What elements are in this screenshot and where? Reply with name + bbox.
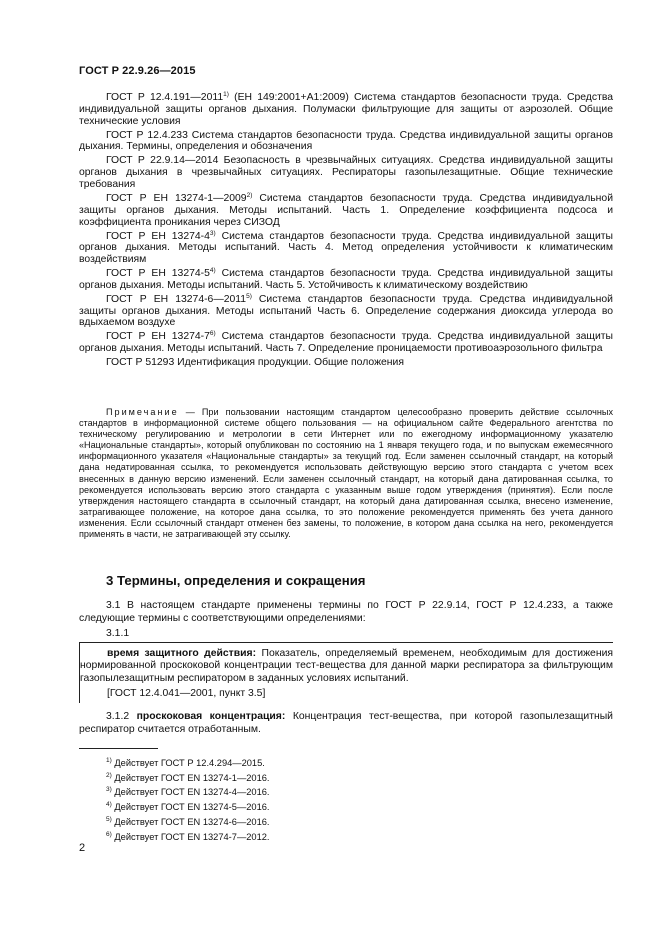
footnote-item: $^{6)}$ Действует ГОСТ EN 13274-7—2012. bbox=[106, 830, 270, 842]
document-header: ГОСТ Р 22.9.26—2015 bbox=[79, 65, 196, 77]
footnote-item: $^{1)}$ Действует ГОСТ Р 12.4.294—2015. bbox=[106, 757, 265, 768]
section-title: 3 Термины, определения и сокращения bbox=[106, 573, 366, 588]
reference-item: ГОСТ Р ЕН 13274-7$^{6)}$ Система стандартов безопасности труда. Средства индивидуальной защиты органов дыхания. Методы испытаний. Часть 7. Определение проницаемости противоаэрозольного фильтра bbox=[79, 330, 613, 355]
footnote-item: $^{4)}$ Действует ГОСТ EN 13274-5—2016. bbox=[106, 801, 270, 813]
footnote-item: $^{5)}$ Действует ГОСТ EN 13274-6—2016. bbox=[106, 815, 270, 827]
paragraph-3-1-2: 3.1.2 проскоковая концентрация: Концентрация тест-вещества, при которой газопылезащитный респиратор считается отработанным. bbox=[79, 711, 613, 735]
note-label: Примечание bbox=[106, 407, 179, 417]
footnote-item: $^{2)}$ Действует ГОСТ EN 13274-1—2016. bbox=[106, 771, 270, 783]
footnote-item: $^{3)}$ Действует ГОСТ EN 13274-4—2016. bbox=[106, 786, 270, 798]
term-name: время защитного действия: bbox=[107, 648, 257, 659]
clause-number-3-1-1: 3.1.1 bbox=[106, 628, 130, 639]
reference-item: ГОСТ Р ЕН 13274-1—2009$^{2)}$ Система стандартов безопасности труда. Средства индивидуальной защиты органов дыхания. Методы испытаний. Часть 1. Определение коэффициента подсоса и коэффициента проникания через СИЗОД bbox=[79, 191, 613, 228]
note-paragraph bbox=[79, 407, 613, 540]
normative-references bbox=[79, 92, 613, 369]
term-definition: время защитного действия: Показатель, определяемый временем, необходимым для достижения нормированной проскоковой концентрации тест-вещества для данной марки респиратора за фильтрующим газопылезащитным респиратором в заданных условиях испытаний. bbox=[80, 648, 613, 684]
reference-item: ГОСТ Р ЕН 13274-4$^{3)}$ Система стандартов безопасности труда. Средства индивидуальной защиты органов дыхания. Методы испытаний. Часть 4. Метод определения устойчивости к климатическим воздействиям bbox=[79, 229, 613, 266]
note-text: — При пользовании настоящим стандартом целесообразно проверить действие ссылочных стандартов в информационной системе общего пользования — на официальном сайте Федерального агентства по техническому регулированию и метрологии в сети Интернет или по ежегодному информационному указателю «Национальные стандарты», который опубликован по состоянию на 1 января текущего года, и по выпускам ежемесячного информационного указателя «Национальные стандарты» за текущий год. Если заменен ссылочный стандарт, на который дана недатированная ссылка, то рекомендуется использовать действующую версию этого стандарта с учетом всех внесенных в данную версию изменений. Если заменен ссылочный стандарт, на который дана датированная ссылка, то рекомендуется использовать версию этого стандарта с указанным выше годом утверждения (принятия). Если после утверждения настоящего стандарта в ссылочный стандарт, на который дана датированная ссылка, внесено изменение, затрагивающее положение, на которое дана ссылка, то это положение рекомендуется применять без учета данного изменения. Если ссылочный стандарт отменен без замены, то положение, в котором дана ссылка на него, рекомендуется применять в части, не затрагивающей эту ссылку. bbox=[79, 407, 613, 540]
footnotes bbox=[106, 756, 270, 844]
reference-item: ГОСТ Р ЕН 13274-6—2011$^{5)}$ Система стандартов безопасности труда. Средства индивидуальной защиты органов дыхания. Методы испытаний Часть 6. Определение содержания диоксида углерода во вдыхаемом воздухе bbox=[79, 292, 613, 329]
reference-item: ГОСТ Р 12.4.233 Система стандартов безопасности труда. Средства индивидуальной защиты органов дыхания. Термины, определения и обозначения bbox=[79, 129, 613, 153]
term-definition-box bbox=[79, 642, 613, 703]
term-source: [ГОСТ 12.4.041—2001, пункт 3.5] bbox=[107, 688, 266, 699]
term-name: проскоковая концентрация: bbox=[136, 711, 286, 722]
paragraph-3-1: 3.1 В настоящем стандарте применены термины по ГОСТ Р 22.9.14, ГОСТ Р 12.4.233, а также следующие термины с соответствующими определениями: bbox=[79, 600, 613, 624]
reference-item: ГОСТ Р 22.9.14—2014 Безопасность в чрезвычайных ситуациях. Средства индивидуальной защиты органов дыхания в чрезвычайных ситуациях. Респираторы газопылезащитные. Общие технические требования bbox=[79, 155, 613, 190]
page-number: 2 bbox=[79, 842, 86, 854]
footnote-divider bbox=[79, 748, 158, 749]
reference-item: ГОСТ Р 12.4.191—2011$^{1)}$ (ЕН 149:2001+А1:2009) Система стандартов безопасности труда. Средства индивидуальной защиты органов дыхания. Полумаски фильтрующие для защиты от аэрозолей. Общие технические условия bbox=[79, 91, 614, 127]
reference-item: ГОСТ Р 51293 Идентификация продукции. Общие положения bbox=[106, 357, 404, 369]
reference-item: ГОСТ Р ЕН 13274-5$^{4)}$ Система стандартов безопасности труда. Средства индивидуальной защиты органов дыхания. Методы испытаний. Часть 5. Устойчивость к климатическому воздействию bbox=[79, 267, 613, 291]
